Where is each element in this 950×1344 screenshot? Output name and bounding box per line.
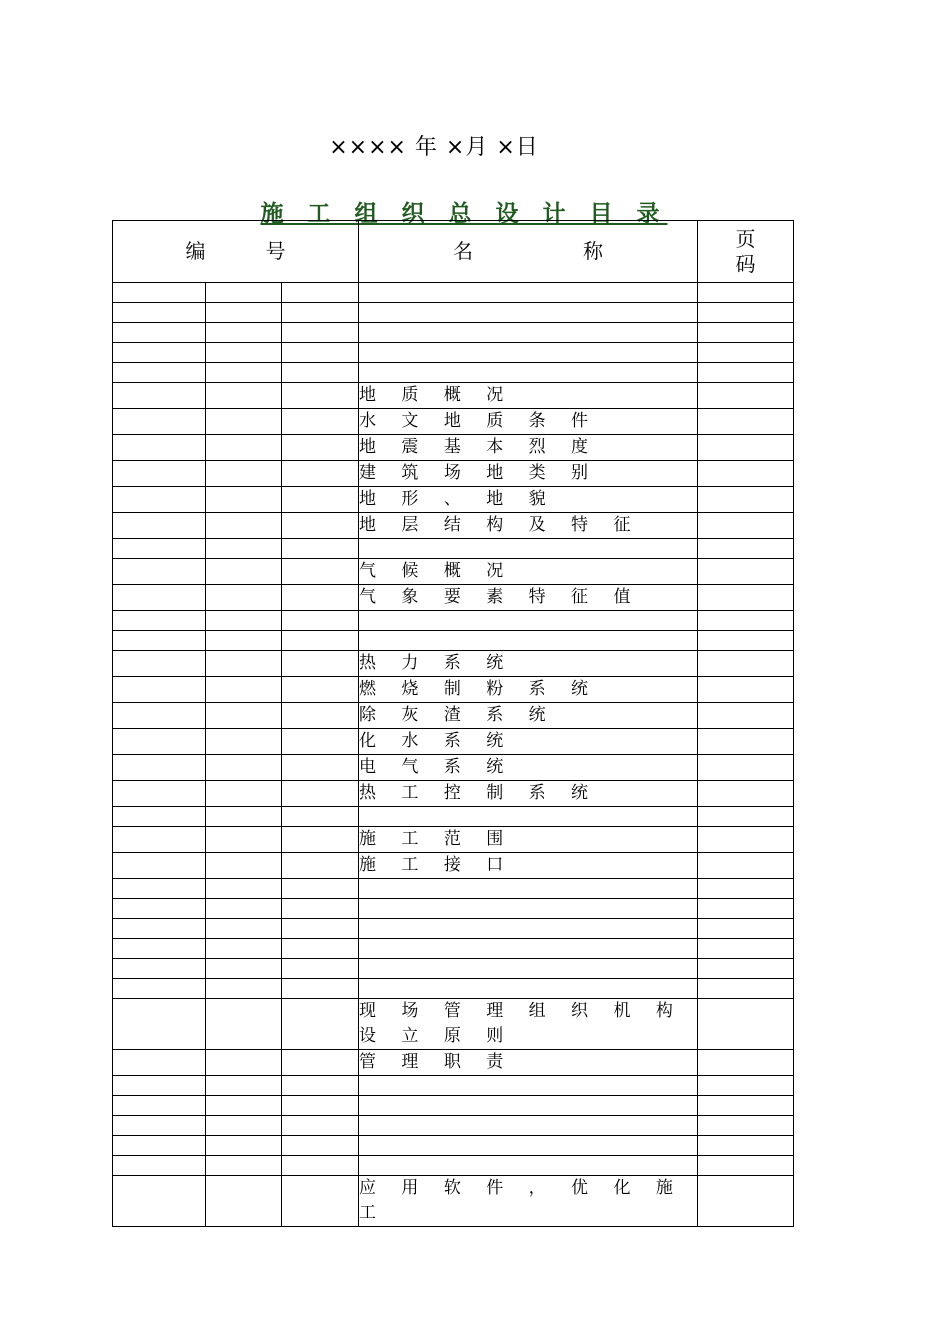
row-name: 燃 烧 制 粉 系 统 bbox=[359, 677, 698, 703]
table-row bbox=[113, 677, 794, 703]
header-name-b: 称 bbox=[583, 239, 604, 263]
row-name: 施 工 范 围 bbox=[359, 827, 698, 853]
header-name bbox=[359, 221, 698, 283]
table-row bbox=[113, 303, 794, 323]
document-title: 施 工 组 织 总 设 计 目 录 bbox=[260, 200, 668, 227]
table-row bbox=[113, 1116, 794, 1136]
table-row bbox=[113, 1176, 794, 1227]
table-row bbox=[113, 999, 794, 1050]
row-name: 气 候 概 况 bbox=[359, 559, 698, 585]
table-row bbox=[113, 585, 794, 611]
header-number-a: 编 bbox=[185, 239, 206, 263]
row-name: 现 场 管 理 组 织 机 构 设 立 原 则 bbox=[359, 999, 698, 1050]
table-row bbox=[113, 409, 794, 435]
row-name: 施 工 接 口 bbox=[359, 853, 698, 879]
table-row bbox=[113, 1076, 794, 1096]
row-name: 地 形 、 地 貌 bbox=[359, 487, 698, 513]
table-row bbox=[113, 979, 794, 999]
row-name: 热 力 系 统 bbox=[359, 651, 698, 677]
table-row bbox=[113, 1096, 794, 1116]
row-name: 建 筑 场 地 类 别 bbox=[359, 461, 698, 487]
header-page bbox=[698, 221, 794, 283]
table-row bbox=[113, 461, 794, 487]
header-page-a: 页 bbox=[735, 226, 756, 251]
table-row bbox=[113, 703, 794, 729]
row-name: 除 灰 渣 系 统 bbox=[359, 703, 698, 729]
table-row bbox=[113, 729, 794, 755]
table-row bbox=[113, 1136, 794, 1156]
table-row bbox=[113, 611, 794, 631]
row-name: 应 用 软 件 ， 优 化 施 工 bbox=[359, 1176, 698, 1227]
table-row bbox=[113, 879, 794, 899]
table-row bbox=[113, 807, 794, 827]
table-row bbox=[113, 343, 794, 363]
table-row bbox=[113, 363, 794, 383]
table-row bbox=[113, 631, 794, 651]
table-row bbox=[113, 827, 794, 853]
table-row bbox=[113, 487, 794, 513]
table-row bbox=[113, 435, 794, 461]
table-row bbox=[113, 919, 794, 939]
table-row bbox=[113, 283, 794, 303]
table-row bbox=[113, 539, 794, 559]
row-name: 地 震 基 本 烈 度 bbox=[359, 435, 698, 461]
row-name: 管 理 职 责 bbox=[359, 1050, 698, 1076]
table-row bbox=[113, 559, 794, 585]
row-name: 水 文 地 质 条 件 bbox=[359, 409, 698, 435]
toc-table bbox=[112, 220, 794, 1227]
header-number bbox=[113, 221, 359, 283]
row-name: 地 层 结 构 及 特 征 bbox=[359, 513, 698, 539]
table-row bbox=[113, 1156, 794, 1176]
table-row bbox=[113, 1050, 794, 1076]
table-header-row bbox=[113, 221, 794, 283]
row-name: 化 水 系 统 bbox=[359, 729, 698, 755]
table-row bbox=[113, 323, 794, 343]
row-name: 电 气 系 统 bbox=[359, 755, 698, 781]
table-row bbox=[113, 651, 794, 677]
table-row bbox=[113, 513, 794, 539]
table-row bbox=[113, 781, 794, 807]
table-row bbox=[113, 755, 794, 781]
header-page-b: 码 bbox=[735, 251, 756, 276]
date-line: ×××× 年 ×月 ×日 bbox=[329, 135, 539, 160]
table-row bbox=[113, 939, 794, 959]
row-name: 气 象 要 素 特 征 值 bbox=[359, 585, 698, 611]
table-row bbox=[113, 383, 794, 409]
header-number-b: 号 bbox=[265, 239, 286, 263]
table-row bbox=[113, 853, 794, 879]
table-row bbox=[113, 899, 794, 919]
table-row bbox=[113, 959, 794, 979]
row-name: 地 质 概 况 bbox=[359, 383, 698, 409]
header-name-a: 名 bbox=[453, 239, 474, 263]
row-name: 热 工 控 制 系 统 bbox=[359, 781, 698, 807]
